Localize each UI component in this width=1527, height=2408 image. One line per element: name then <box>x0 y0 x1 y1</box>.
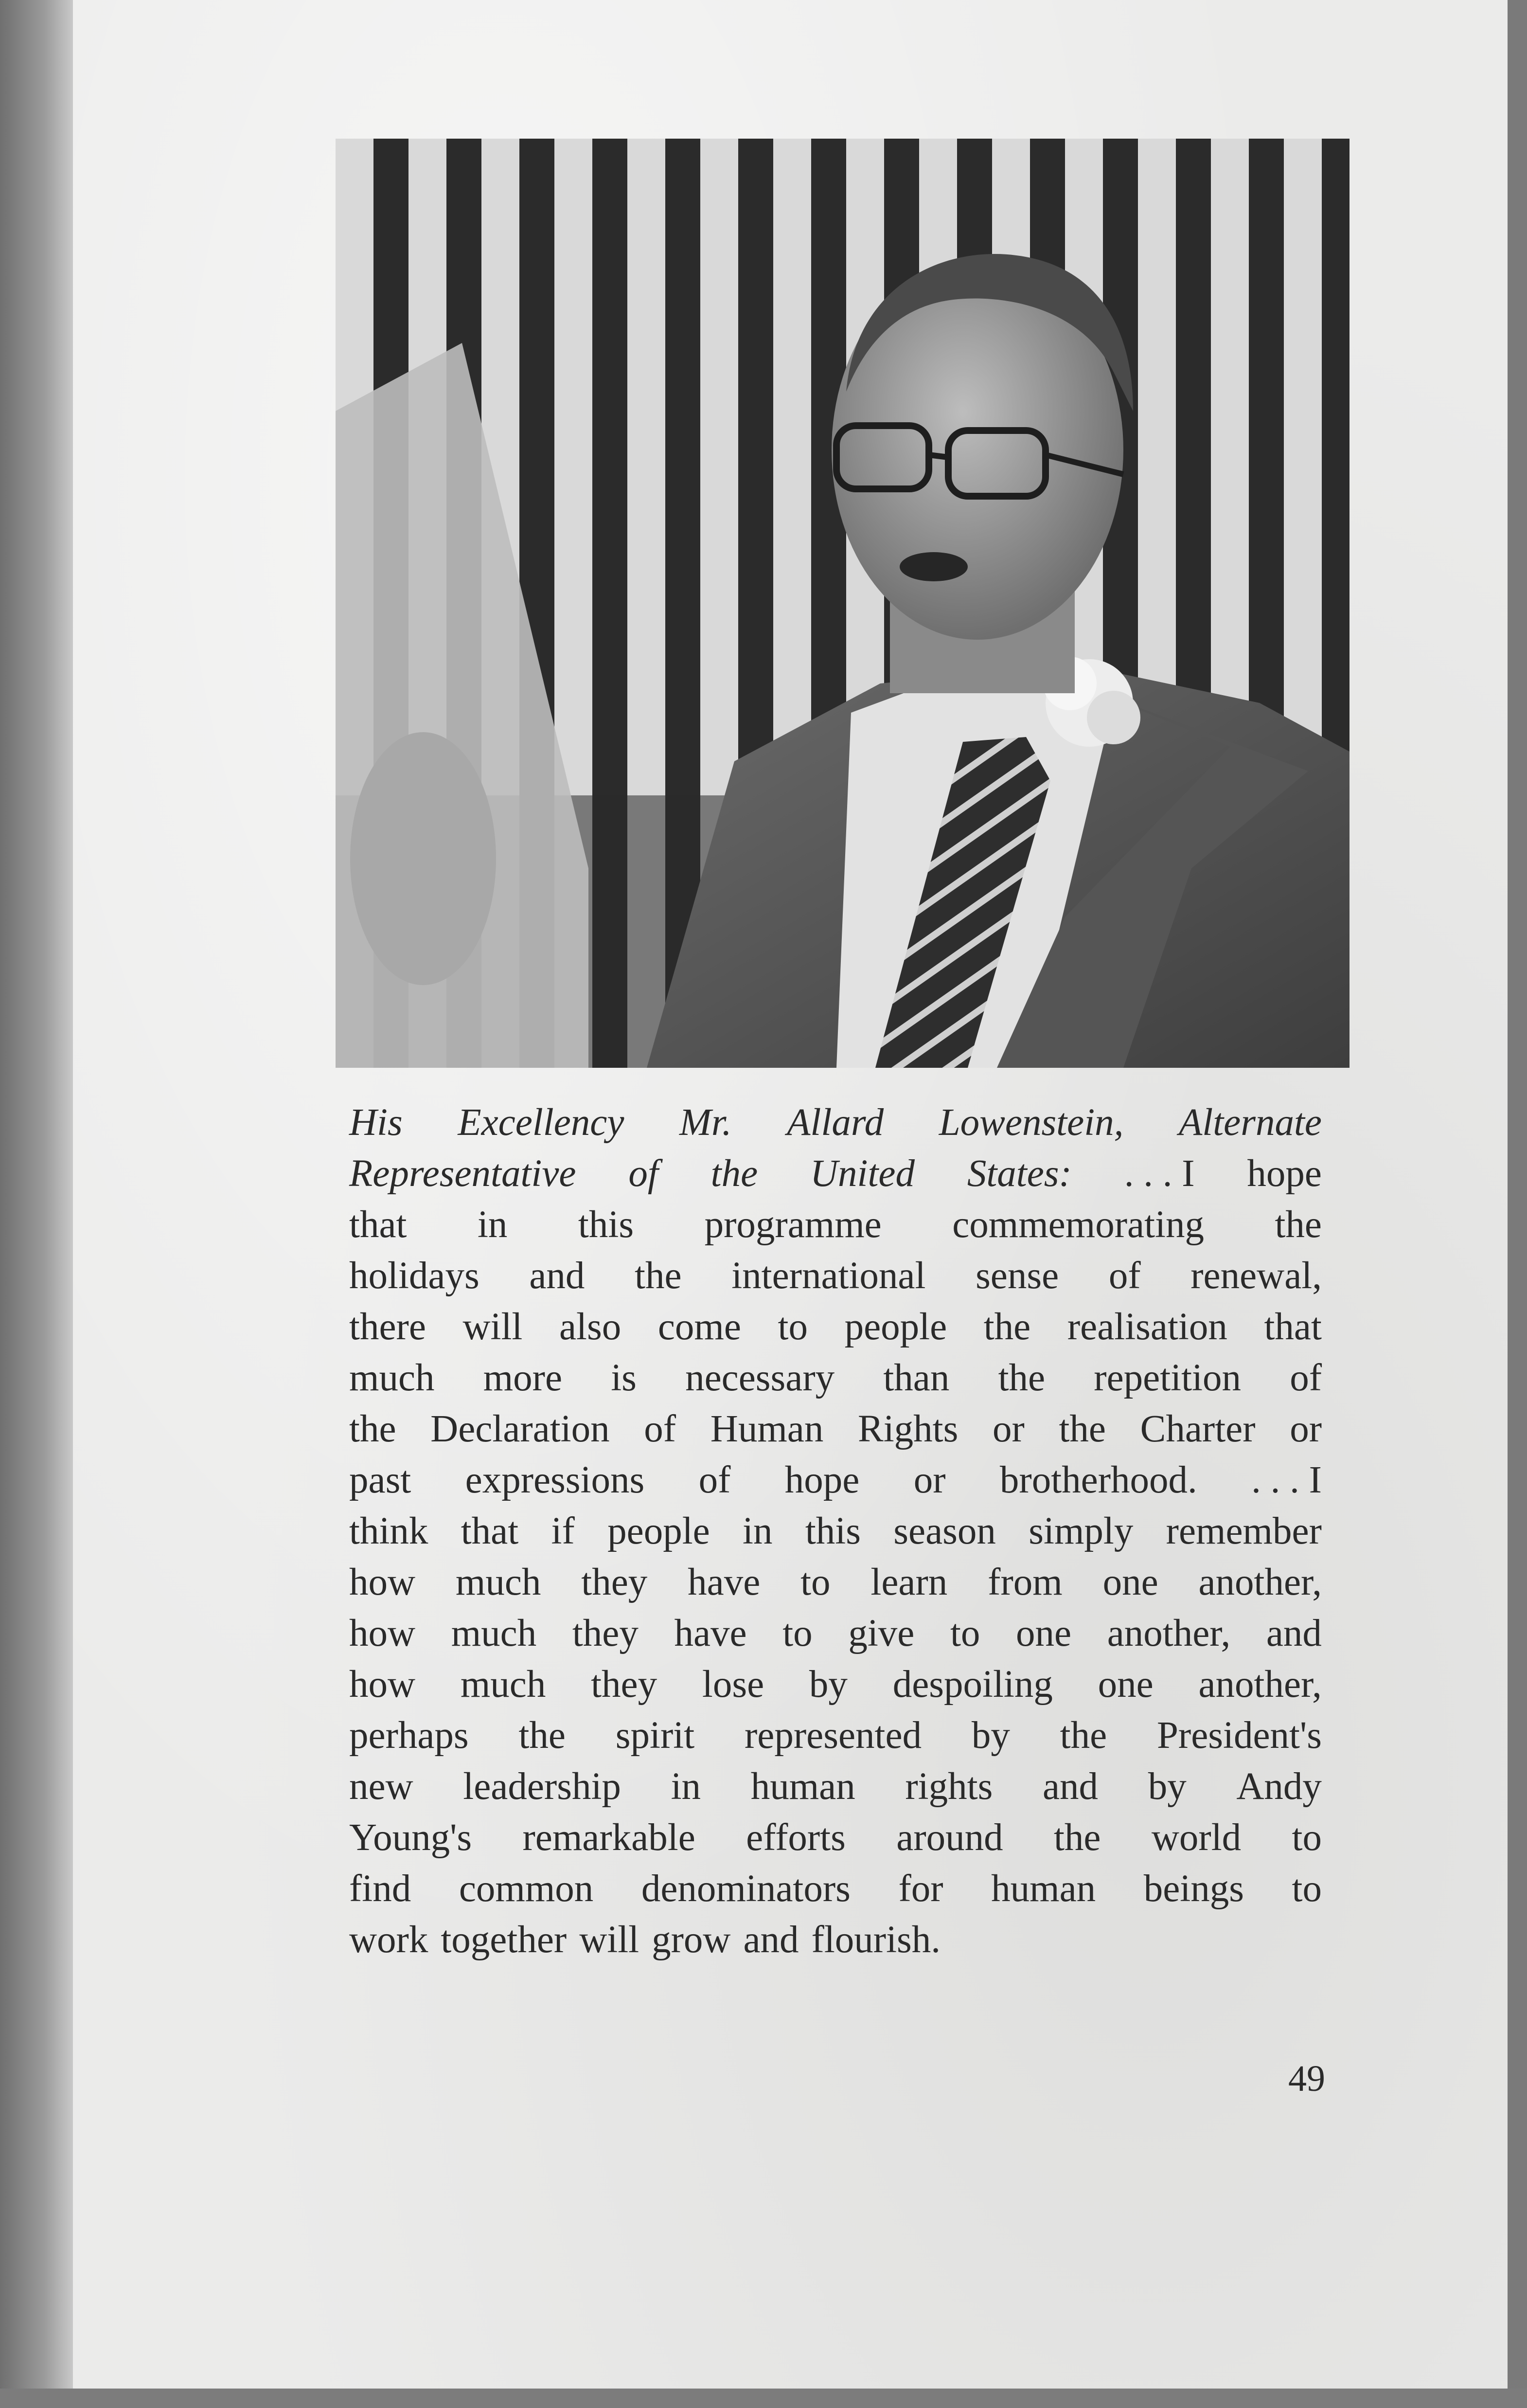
text-line: perhaps the spirit represented by the President's <box>349 1714 1322 1757</box>
scan-border-left <box>0 0 73 2408</box>
text-line: how much they have to learn from one another, <box>349 1561 1322 1603</box>
text-line: that in this programme commemorating the <box>349 1204 1322 1246</box>
text-line: past expressions of hope or brotherhood. . . . I <box>349 1459 1322 1501</box>
page-number: 49 <box>1288 2058 1325 2099</box>
text-line: holidays and the international sense of renewal, <box>349 1255 1322 1297</box>
text-line: how much they have to give to one another, and <box>349 1612 1322 1654</box>
text-line: the Declaration of Human Rights or the Charter or <box>349 1408 1322 1450</box>
text-line: there will also come to people the realisation that <box>349 1306 1322 1348</box>
text-line: think that if people in this season simply remember <box>349 1510 1322 1552</box>
text-line: find common denominators for human beings to <box>349 1868 1322 1910</box>
document-page <box>73 0 1508 2389</box>
scan-border-right <box>1508 0 1527 2408</box>
caption-text <box>349 1097 1322 1965</box>
scan-border-bottom <box>0 2389 1527 2408</box>
speaker-photo <box>336 139 1349 1068</box>
text-line: how much they lose by despoiling one another, <box>349 1663 1322 1706</box>
text-line: work together will grow and flourish. <box>349 1919 941 1961</box>
text-line: much more is necessary than the repetition of <box>349 1357 1322 1399</box>
text-line: Young's remarkable efforts around the world to <box>349 1816 1322 1859</box>
text-line: new leadership in human rights and by Andy <box>349 1765 1322 1808</box>
text-line: His Excellency Mr. Allard Lowenstein, Alternate <box>349 1101 1322 1144</box>
photo-illustration <box>336 139 1349 1068</box>
text-line: Representative of the United States: . . . I hope <box>349 1152 1322 1195</box>
